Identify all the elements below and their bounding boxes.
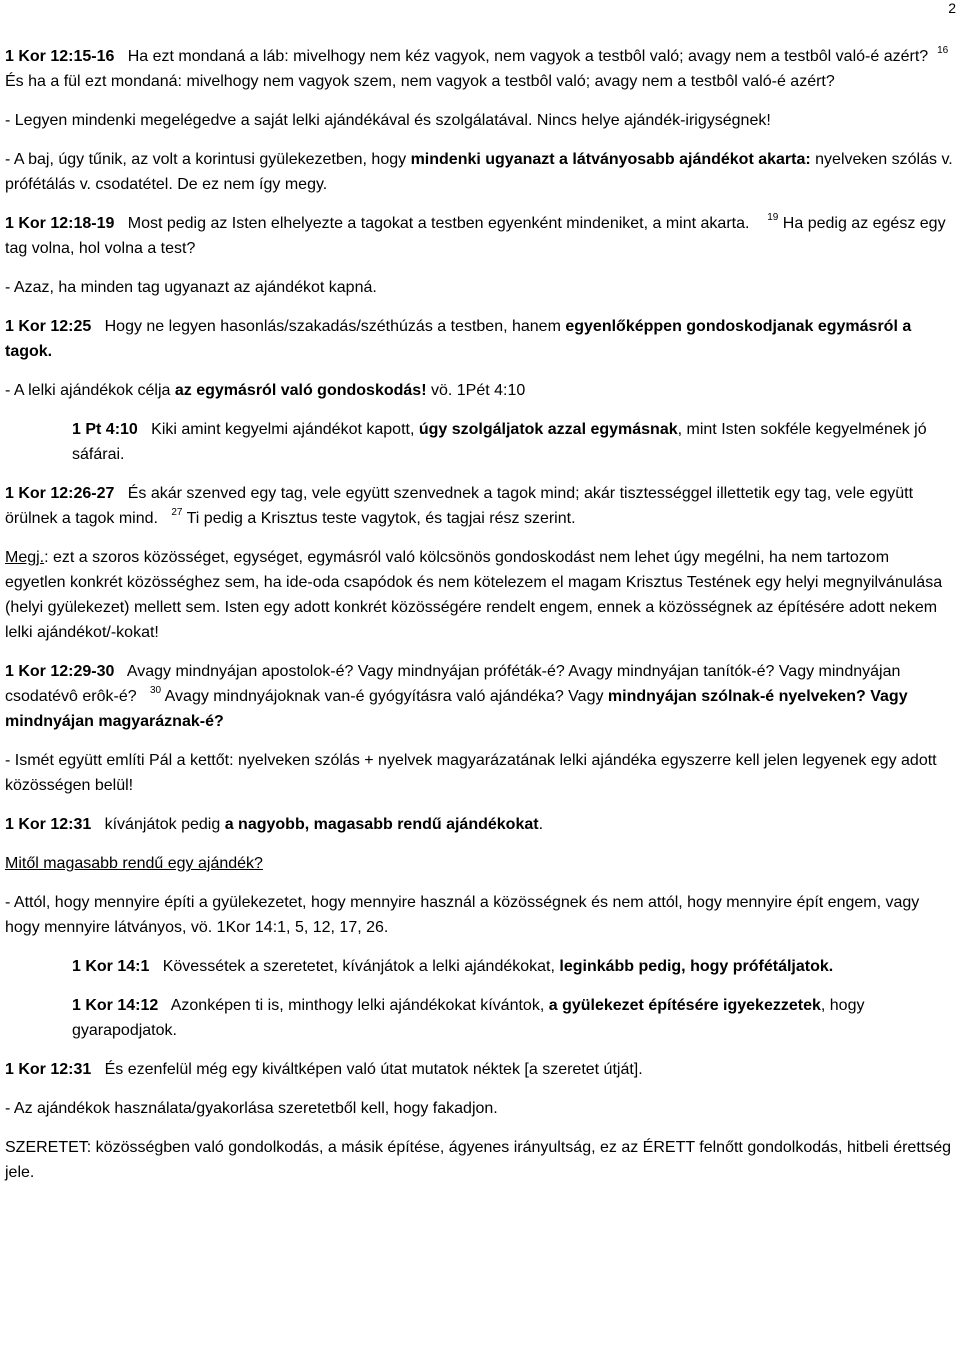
verse-reference: 1 Kor 12:25	[5, 318, 92, 335]
verse-emphasis: úgy szolgáljatok azzal egymásnak	[418, 421, 678, 438]
verse-text: , mint Isten sokféle kegyelmének jó sáfárai.	[72, 421, 927, 463]
verse-number: 27	[171, 507, 183, 518]
verse-text: És ha a fül ezt mondaná: mivelhogy nem vagyok szem, nem vagyok a testbôl való; avagy nem a testbôl való-é azért?	[5, 73, 835, 90]
definition-text: SZERETET: közösségben való gondolkodás, a másik építése, ágyenes irányultság, ez az ÉRETT felnőtt gondolkodás, hitbeli érettség jele.	[5, 1139, 952, 1181]
verse-reference: 1 Kor 12:26-27	[5, 485, 115, 502]
verse-reference: 1 Kor 14:1	[72, 958, 150, 975]
paragraph-verse-12-15-16	[5, 44, 953, 94]
comment-text: - Ismét együtt említi Pál a kettőt: nyelveken szólás + nyelvek magyarázatának lelki ajándéka egyszerre kell jelen legyenek egy adott közösségen belül!	[5, 752, 937, 794]
verse-text: És ezenfelül még egy kiváltképen való útat mutatok néktek [a szeretet útját].	[104, 1061, 643, 1078]
verse-text: , hogy gyarapodjatok.	[72, 997, 865, 1039]
verse-text: Ti pedig a Krisztus teste vagytok, és tagjai rész szerint.	[186, 510, 576, 527]
verse-text: .	[538, 816, 544, 833]
comment-text: - Az ajándékok használata/gyakorlása szeretetből kell, hogy fakadjon.	[5, 1100, 498, 1117]
verse-emphasis: leginkább pedig, hogy prófétáljatok.	[559, 958, 834, 975]
paragraph-verse-12-31-b	[5, 1057, 953, 1082]
verse-text: Hogy ne legyen hasonlás/szakadás/széthúzás a testben, hanem	[104, 318, 561, 335]
paragraph-verse-12-18-19	[5, 211, 953, 261]
comment-text: - A baj, úgy tűnik, az volt a korintusi gyülekezetben, hogy	[5, 151, 407, 168]
comment-emphasis: az egymásról való gondoskodás!	[174, 382, 427, 399]
paragraph-question	[5, 851, 953, 876]
paragraph-comment	[5, 1096, 953, 1121]
verse-emphasis: a gyülekezet építésére igyekezzetek	[548, 997, 821, 1014]
verse-reference: 1 Kor 12:29-30	[5, 663, 115, 680]
comment-text: - Attól, hogy mennyire építi a gyülekezetet, hogy mennyire használ a közösségnek és nem attól, hogy mennyire épít engem, vagy hogy mennyire látványos, vö. 1Kor 14:1, 5, 12, 17, 26.	[5, 894, 920, 936]
comment-text: - Azaz, ha minden tag ugyanazt az ajándékot kapná.	[5, 279, 377, 296]
verse-emphasis: egyenlőképpen gondoskodjanak egymásról a tagok.	[5, 318, 912, 360]
verse-emphasis: a nagyobb, magasabb rendű ajándékokat	[224, 816, 539, 833]
paragraph-comment	[5, 378, 953, 403]
verse-number: 30	[149, 685, 162, 696]
paragraph-comment	[5, 108, 953, 133]
paragraph-verse-14-12	[72, 993, 953, 1043]
paragraph-verse-12-29-30	[5, 659, 953, 734]
paragraph-comment	[5, 890, 953, 940]
paragraph-verse-1pt-4-10	[72, 417, 953, 467]
verse-emphasis: mindnyájan szólnak-é nyelveken? Vagy mindnyájan magyaráznak-é?	[5, 688, 908, 730]
comment-text: vö. 1Pét 4:10	[430, 382, 526, 399]
comment-text: Nincs helye ajándék-irigységnek!	[536, 112, 771, 129]
note-label: Megj.	[5, 549, 45, 566]
verse-text: Avagy mindnyájoknak van-é gyógyításra való ajándéka? Vagy	[164, 688, 604, 705]
comment-emphasis: mindenki ugyanazt a látványosabb ajándékot akarta:	[410, 151, 811, 168]
verse-reference: 1 Kor 12:18-19	[5, 215, 115, 232]
verse-number: 16	[937, 45, 949, 56]
verse-text: Azonképen ti is, minthogy lelki ajándékokat kívántok,	[170, 997, 545, 1014]
verse-number: 19	[767, 212, 779, 223]
paragraph-verse-14-1	[72, 954, 953, 979]
verse-text: És akár szenved egy tag, vele együtt szenvednek a tagok mind; akár tisztességgel illettetik egy tag, vele együtt örülnek a tagok mind.	[5, 485, 914, 527]
document-body	[5, 44, 953, 1199]
question-heading: Mitől magasabb rendű egy ajándék?	[5, 855, 263, 872]
paragraph-comment	[5, 275, 953, 300]
verse-text: Ha ezt mondaná a láb: mivelhogy nem kéz vagyok, nem vagyok a testbôl való; avagy nem a testbôl való-é azért?	[127, 48, 929, 65]
paragraph-definition	[5, 1135, 953, 1185]
comment-text: - Legyen mindenki megelégedve a saját lelki ajándékával és szolgálatával.	[5, 112, 533, 129]
page-number: 2	[948, 0, 956, 16]
verse-reference: 1 Kor 12:15-16	[5, 48, 115, 65]
verse-text: Kövessétek a szeretetet, kívánjátok a lelki ajándékokat,	[162, 958, 555, 975]
verse-text: Kiki amint kegyelmi ajándékot kapott,	[151, 421, 415, 438]
verse-reference: 1 Pt 4:10	[72, 421, 138, 438]
paragraph-comment	[5, 147, 953, 197]
paragraph-note	[5, 545, 953, 645]
comment-text: nyelveken szólás v. prófétálás v. csodatétel. De ez nem így megy.	[5, 151, 953, 193]
verse-reference: 1 Kor 14:12	[72, 997, 159, 1014]
paragraph-verse-12-26-27	[5, 481, 953, 531]
verse-text: Ha pedig az egész egy tag volna, hol volna a test?	[5, 215, 946, 257]
verse-text: Most pedig az Isten elhelyezte a tagokat a testben egyenként mindeniket, a mint akarta.	[127, 215, 750, 232]
paragraph-verse-12-25	[5, 314, 953, 364]
verse-reference: 1 Kor 12:31	[5, 1061, 92, 1078]
note-text: : ezt a szoros közösséget, egységet, egymásról való kölcsönös gondoskodást nem lehet úgy megélni, ha nem tartozom egyetlen konkrét közösséghez sem, ha ide-oda csapódok és nem kötelezem el magam Krisztus Testének egy helyi megnyilvánulása (helyi gyülekezet) mellett sem. Isten egy adott konkrét közösségére rendelt engem, ennek a közösségnek az építésére adott nekem lelki ajándékot/-kokat!	[5, 549, 943, 641]
verse-text: Avagy mindnyájan apostolok-é? Vagy mindnyájan próféták-é? Avagy mindnyájan tanítók-é? Vagy mindnyájan csodatévô erôk-é?	[5, 663, 901, 705]
paragraph-verse-12-31	[5, 812, 953, 837]
verse-text: kívánjátok pedig	[104, 816, 221, 833]
comment-text: - A lelki ajándékok célja	[5, 382, 171, 399]
paragraph-comment	[5, 748, 953, 798]
verse-reference: 1 Kor 12:31	[5, 816, 92, 833]
